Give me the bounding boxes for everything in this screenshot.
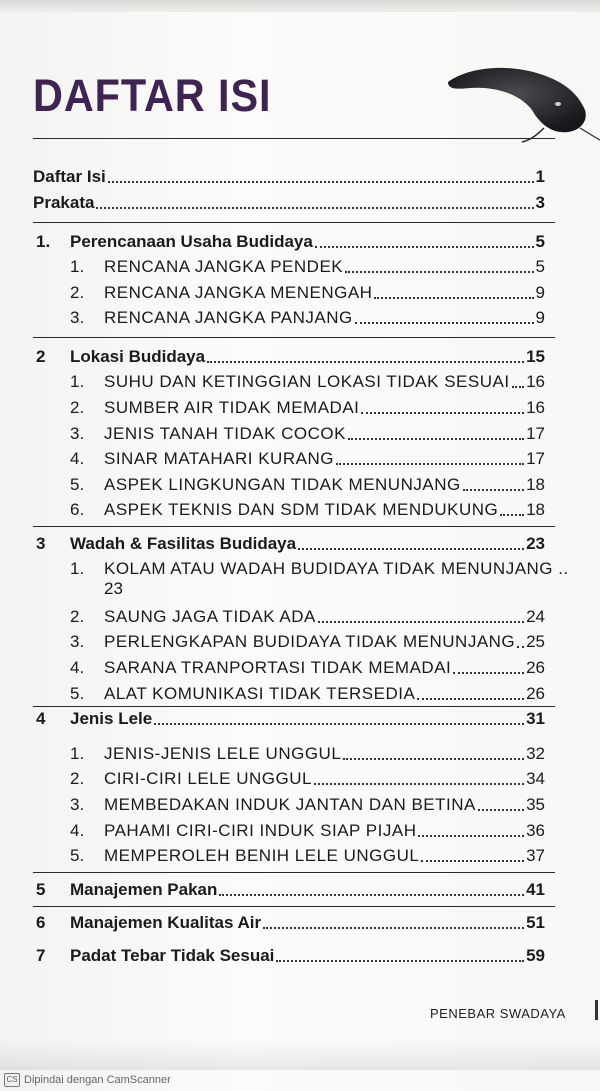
- dot-leader: [207, 361, 524, 363]
- toc-entry-number: 1.: [70, 744, 85, 763]
- toc-entry-title: SUHU DAN KETINGGIAN LOKASI TIDAK SESUAI: [104, 372, 510, 391]
- toc-entry: [0, 876, 600, 900]
- toc-entry: [0, 189, 600, 213]
- dot-leader: [343, 758, 524, 760]
- toc-entry-title: SAUNG JAGA TIDAK ADA: [104, 607, 316, 626]
- toc-entry-number: 2: [36, 347, 46, 366]
- toc-entry-page: 37: [526, 846, 545, 865]
- toc-entry-page: 26: [526, 658, 545, 677]
- toc-entry-title: ASPEK TEKNIS DAN SDM TIDAK MENDUKUNG: [104, 500, 499, 519]
- dot-leader: [355, 322, 534, 324]
- toc-entry-number: 1.: [36, 232, 51, 251]
- dot-leader: [263, 927, 524, 929]
- camscanner-icon: CS: [4, 1073, 20, 1087]
- toc-entry: [0, 343, 600, 367]
- top-rule: [33, 138, 555, 139]
- toc-entry-title: MEMPEROLEH BENIH LELE UNGGUL: [104, 846, 420, 865]
- toc-entry: [0, 705, 600, 729]
- toc-entry-page: 16: [526, 398, 545, 417]
- dot-leader: [418, 835, 524, 837]
- dot-leader: [517, 646, 524, 648]
- toc-entry-page: 24: [526, 607, 545, 626]
- toc-entry-page: 32: [526, 744, 545, 763]
- toc-entry: [0, 530, 600, 554]
- toc-entry-number: 6.: [70, 500, 85, 519]
- toc-entry-number: 2.: [70, 607, 85, 626]
- toc-entry-number: 5.: [70, 846, 85, 865]
- toc-entry: [0, 279, 600, 303]
- scanner-watermark: [4, 1073, 171, 1087]
- toc-entry-page: 9: [535, 283, 545, 302]
- toc-entry-number: 4.: [70, 658, 85, 677]
- toc-entry-number: 4.: [70, 821, 85, 840]
- toc-entry-page: 17: [526, 449, 545, 468]
- toc-entry: [0, 842, 600, 866]
- toc-entry-title: Perencanaan Usaha Budidaya: [70, 232, 313, 251]
- dot-leader: [315, 246, 534, 248]
- dot-leader: [345, 271, 533, 273]
- toc-entry: [0, 228, 600, 252]
- toc-entry-page: 23: [104, 579, 123, 598]
- toc-entry: [0, 603, 600, 627]
- toc-entry-page: 5: [535, 232, 545, 251]
- toc-entry-number: 5: [36, 880, 46, 899]
- toc-entry-title: PAHAMI CIRI-CIRI INDUK SIAP PIJAH: [104, 821, 417, 840]
- toc-entry-number: 2.: [70, 769, 85, 788]
- toc-entry: [0, 680, 600, 704]
- toc-entry-page: 17: [526, 424, 545, 443]
- catfish-illustration: [440, 50, 600, 145]
- section-divider: [33, 222, 555, 223]
- toc-entry-number: 5.: [70, 684, 85, 703]
- toc-entry-number: 6: [36, 913, 46, 932]
- dot-leader: [361, 412, 524, 414]
- toc-entry-page: 51: [526, 913, 545, 932]
- toc-entry: [0, 394, 600, 418]
- toc-entry-title: Prakata: [33, 193, 95, 212]
- toc-entry-title: KOLAM ATAU WADAH BUDIDAYA TIDAK MENUNJANG ..: [104, 559, 569, 578]
- toc-entry-title: Daftar Isi: [33, 167, 106, 186]
- toc-entry: [0, 628, 600, 652]
- toc-entry: [0, 909, 600, 933]
- toc-entry-number: 7: [36, 946, 46, 965]
- toc-entry: [0, 304, 600, 328]
- toc-entry-title: Padat Tebar Tidak Sesuai: [70, 946, 275, 965]
- toc-entry-page: 5: [535, 257, 545, 276]
- toc-entry: [0, 740, 600, 764]
- section-divider: [33, 526, 555, 527]
- toc-entry-title: JENIS TANAH TIDAK COCOK: [104, 424, 346, 443]
- toc-entry: [0, 163, 600, 187]
- toc-entry-number: 5.: [70, 475, 85, 494]
- section-divider: [33, 872, 555, 873]
- toc-entry: [0, 765, 600, 789]
- toc-entry-page: 31: [526, 709, 545, 728]
- toc-entry: [0, 368, 600, 392]
- toc-entry-title: PERLENGKAPAN BUDIDAYA TIDAK MENUNJANG: [104, 632, 516, 651]
- dot-leader: [276, 960, 524, 962]
- toc-entry-number: 1.: [70, 372, 85, 391]
- toc-entry-title: SUMBER AIR TIDAK MEMADAI: [104, 398, 360, 417]
- page-edge-mark: [595, 1000, 598, 1020]
- toc-entry: [0, 942, 600, 966]
- toc-entry-number: 4.: [70, 449, 85, 468]
- dot-leader: [512, 386, 525, 388]
- dot-leader: [154, 723, 524, 725]
- toc-entry-page: 35: [526, 795, 545, 814]
- toc-entry: [0, 654, 600, 678]
- toc-entry-title: SARANA TRANPORTASI TIDAK MEMADAI: [104, 658, 452, 677]
- toc-entry-page: 59: [526, 946, 545, 965]
- dot-leader: [421, 860, 524, 862]
- toc-entry-page: 25: [526, 632, 545, 651]
- toc-entry-page: 18: [526, 500, 545, 519]
- dot-leader: [96, 207, 533, 209]
- toc-entry-number: 3.: [70, 632, 85, 651]
- dot-leader: [463, 489, 524, 491]
- toc-entry-page: 3: [535, 193, 545, 212]
- toc-entry-number: 2.: [70, 398, 85, 417]
- toc-entry-number: 3: [36, 534, 46, 553]
- dot-leader: [108, 181, 534, 183]
- toc-entry-title: Wadah & Fasilitas Budidaya: [70, 534, 297, 553]
- page-top-edge: [0, 0, 600, 12]
- toc-entry-title: ALAT KOMUNIKASI TIDAK TERSEDIA: [104, 684, 416, 703]
- toc-entry-title: ASPEK LINGKUNGAN TIDAK MENUNJANG: [104, 475, 461, 494]
- section-divider: [33, 337, 555, 338]
- toc-entry-title: MEMBEDAKAN INDUK JANTAN DAN BETINA: [104, 795, 476, 814]
- toc-entry-number: 4: [36, 709, 46, 728]
- toc-entry-number: 3.: [70, 795, 85, 814]
- toc-entry: [0, 555, 600, 598]
- dot-leader: [374, 297, 533, 299]
- scanner-watermark-text: Dipindai dengan CamScanner: [24, 1074, 171, 1086]
- dot-leader: [478, 809, 524, 811]
- toc-entry: [0, 817, 600, 841]
- toc-entry: [0, 253, 600, 277]
- toc-entry-page: 9: [535, 308, 545, 327]
- toc-entry-page: 34: [526, 769, 545, 788]
- toc-entry: [0, 471, 600, 495]
- toc-entry-page: 26: [526, 684, 545, 703]
- toc-entry-page: 15: [526, 347, 545, 366]
- toc-entry-page: 1: [535, 167, 545, 186]
- dot-leader: [500, 514, 524, 516]
- dot-leader: [314, 783, 524, 785]
- section-divider: [33, 906, 555, 907]
- toc-entry: [0, 791, 600, 815]
- publisher-footer: PENEBAR SWADAYA: [430, 1006, 566, 1021]
- dot-leader: [318, 621, 524, 623]
- dot-leader: [348, 438, 524, 440]
- toc-entry-page: 23: [526, 534, 545, 553]
- toc-entry-title: Jenis Lele: [70, 709, 153, 728]
- toc-entry-number: 3.: [70, 308, 85, 327]
- toc-entry-number: 2.: [70, 283, 85, 302]
- toc-entry-title: Lokasi Budidaya: [70, 347, 206, 366]
- toc-entry-number: 1.: [70, 559, 85, 578]
- toc-entry-title: RENCANA JANGKA PANJANG: [104, 308, 353, 327]
- toc-entry-number: 1.: [70, 257, 85, 276]
- dot-leader: [336, 463, 524, 465]
- page-bottom-shadow: [0, 1040, 600, 1070]
- toc-entry-page: 41: [526, 880, 545, 899]
- dot-leader: [219, 894, 524, 896]
- toc-entry-page: 36: [526, 821, 545, 840]
- toc-entry-title: RENCANA JANGKA PENDEK: [104, 257, 344, 276]
- toc-entry: [0, 445, 600, 469]
- toc-entry: [0, 496, 600, 520]
- page-title: DAFTAR ISI: [33, 70, 272, 121]
- toc-entry-title: JENIS-JENIS LELE UNGGUL: [104, 744, 342, 763]
- toc-entry-title: Manajemen Kualitas Air: [70, 913, 262, 932]
- toc-entry-page: 18: [526, 475, 545, 494]
- dot-leader: [453, 672, 524, 674]
- toc-entry-title: CIRI-CIRI LELE UNGGUL: [104, 769, 312, 788]
- toc-entry: [0, 420, 600, 444]
- dot-leader: [417, 698, 524, 700]
- toc-entry-number: 3.: [70, 424, 85, 443]
- toc-entry-title: SINAR MATAHARI KURANG: [104, 449, 334, 468]
- toc-entry-title: RENCANA JANGKA MENENGAH: [104, 283, 373, 302]
- toc-entry-page: 16: [526, 372, 545, 391]
- toc-entry-title: Manajemen Pakan: [70, 880, 218, 899]
- dot-leader: [298, 548, 524, 550]
